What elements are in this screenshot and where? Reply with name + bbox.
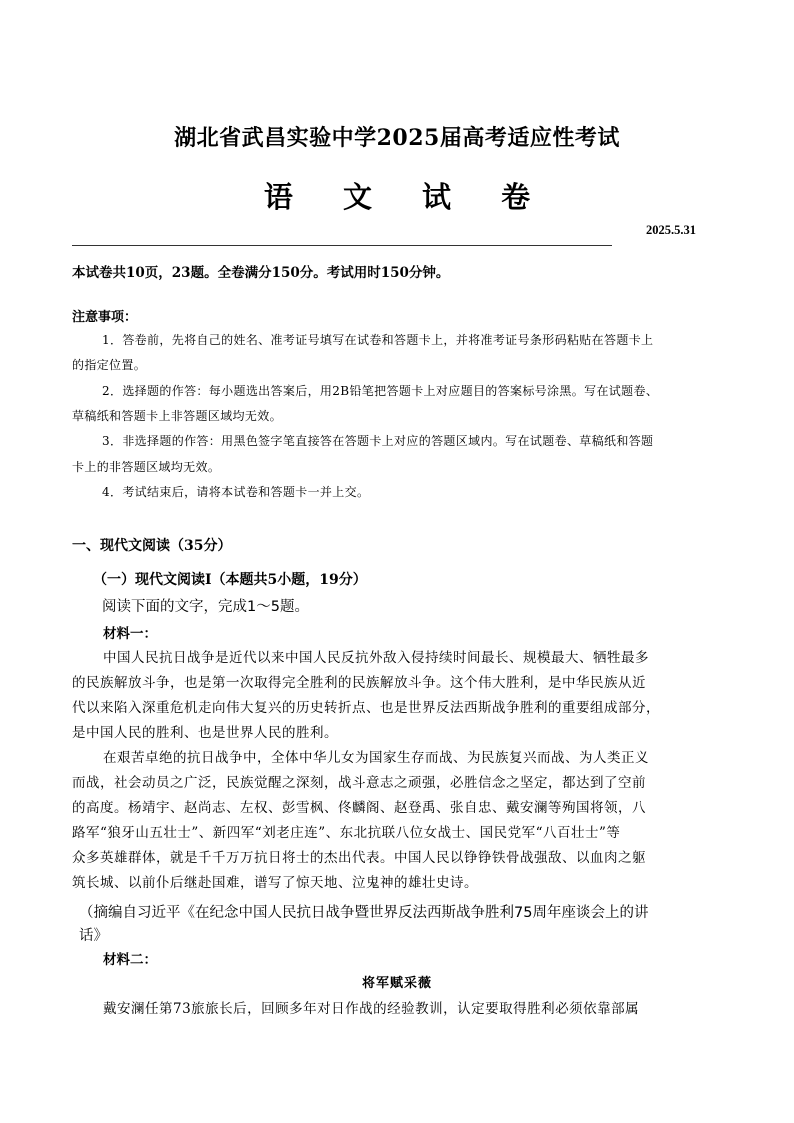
paragraph-line: 中国人民抗日战争是近代以来中国人民反抗外敌入侵持续时间最长、规模最大、牺牲最多 <box>103 650 649 666</box>
paragraph-line: 筑长城、以前仆后继赴国难，谱写了惊天地、泣鬼神的雄壮史诗。 <box>72 875 478 891</box>
note-line: 草稿纸和答题卡上非答题区域均无效。 <box>72 409 282 423</box>
note-line: 2．选择题的作答：每小题选出答案后，用2B铅笔把答题卡上对应题目的答案标号涂黑。写在试题卷、 <box>102 384 659 398</box>
note-line: 4．考试结束后，请将本试卷和答题卡一并上交。 <box>102 485 370 499</box>
paragraph-line: 路军“狼牙山五壮士”、新四军“刘老庄连”、东北抗联八位女战士、国民党军“八百壮士”等 <box>72 825 621 841</box>
paragraph-line: 而战，社会动员之广泛，民族觉醒之深刻，战斗意志之顽强，必胜信念之坚定，都达到了空前 <box>72 775 646 791</box>
material-label: 材料一： <box>103 626 157 642</box>
material-label: 材料二： <box>103 952 157 968</box>
paragraph-line: 代以来陷入深重危机走向伟大复兴的历史转折点、也是世界反法西斯战争胜利的重要组成部分， <box>72 700 660 716</box>
paragraph-line: 的高度。杨靖宇、赵尚志、左权、彭雪枫、佟麟阁、赵登禹、张自忠、戴安澜等殉国将领，八 <box>72 800 646 816</box>
note-line: 3．非选择题的作答：用黑色签字笔直接答在答题卡上对应的答题区域内。写在试题卷、草稿纸和答题 <box>102 434 654 448</box>
exam-date: 2025.5.31 <box>646 223 696 237</box>
note-line: 的指定位置。 <box>72 358 147 372</box>
header-divider <box>72 245 612 246</box>
subsection-heading: （一）现代文阅读Ⅰ（本题共5小题，19分） <box>93 572 367 588</box>
note-line: 1．答卷前，先将自己的姓名、准考证号填写在试卷和答题卡上，并将准考证号条形码粘贴在答题卡上 <box>102 333 654 347</box>
section-heading: 一、现代文阅读（35分） <box>72 538 232 554</box>
paragraph-line: 在艰苦卓绝的抗日战争中，全体中华儿女为国家生存而战、为民族复兴而战、为人类正义 <box>103 750 649 766</box>
paragraph-line: 戴安澜任第73旅旅长后，回顾多年对日作战的经验教训，认定要取得胜利必须依靠部属 <box>103 1001 640 1017</box>
paragraph-line: 众多英雄群体，就是千千万万抗日将士的杰出代表。中国人民以铮铮铁骨战强敌、以血肉之躯 <box>72 850 646 866</box>
exam-intro: 本试卷共10页，23题。全卷满分150分。考试用时150分钟。 <box>72 265 450 281</box>
material-source: （摘编自习近平《在纪念中国人民抗日战争暨世界反法西斯战争胜利75周年座谈会上的讲 <box>79 905 649 921</box>
article-title: 将军赋采薇 <box>361 976 432 991</box>
reading-instruction: 阅读下面的文字，完成1～5题。 <box>102 599 309 615</box>
exam-subject: 语 文 试 卷 <box>263 180 551 214</box>
material-source: 话》 <box>79 928 108 944</box>
note-line: 卡上的非答题区域均无效。 <box>72 460 221 474</box>
paragraph-line: 是中国人民的胜利、也是世界人民的胜利。 <box>72 725 338 741</box>
paragraph-line: 的民族解放斗争，也是第一次取得完全胜利的民族解放斗争。这个伟大胜利，是中华民族从近 <box>72 675 646 691</box>
notes-heading: 注意事项： <box>72 310 138 325</box>
exam-title: 湖北省武昌实验中学2025届高考适应性考试 <box>174 125 620 151</box>
